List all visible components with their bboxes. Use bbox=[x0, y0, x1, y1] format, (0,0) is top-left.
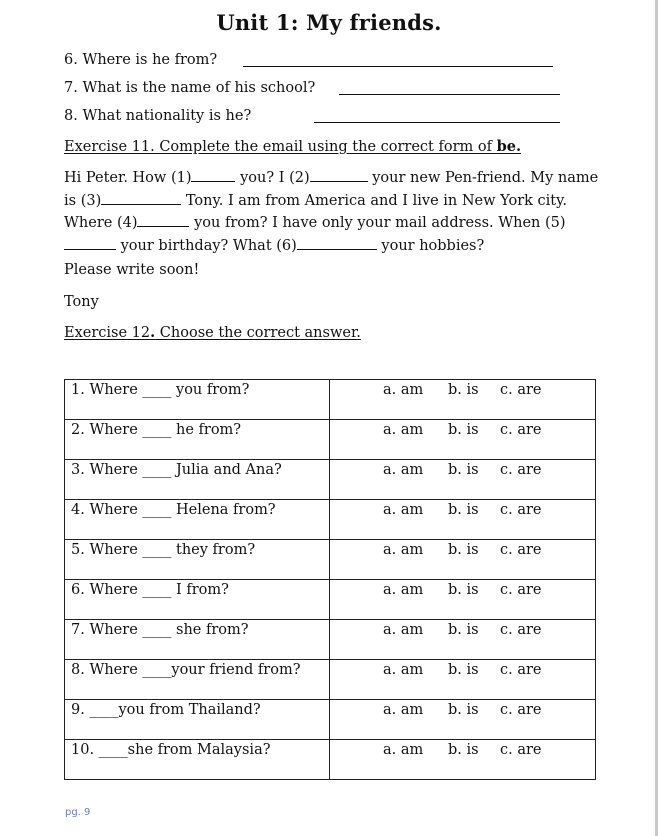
options-cell bbox=[330, 500, 596, 540]
exercise-12-heading bbox=[64, 324, 361, 341]
exercise-12-instruction: Choose the correct answer. bbox=[155, 325, 361, 341]
email-part: Tony. I am from America and I live in New York city. Where (4) bbox=[64, 192, 567, 231]
table-row bbox=[65, 420, 596, 460]
option-b[interactable]: b. is bbox=[448, 422, 479, 438]
question-cell: 1. Where ____ you from? bbox=[65, 380, 330, 420]
question-cell: 9. ____you from Thailand? bbox=[65, 700, 330, 740]
option-b[interactable]: b. is bbox=[448, 742, 479, 758]
table-row bbox=[65, 700, 596, 740]
exercise-12-label: Exercise 12 bbox=[64, 325, 151, 341]
options-cell bbox=[330, 460, 596, 500]
option-c[interactable]: c. are bbox=[500, 502, 542, 518]
option-c[interactable]: c. are bbox=[500, 382, 542, 398]
question-cell: 6. Where ____ I from? bbox=[65, 580, 330, 620]
blank-2[interactable] bbox=[310, 167, 368, 182]
option-c[interactable]: c. are bbox=[500, 622, 542, 638]
option-b[interactable]: b. is bbox=[448, 542, 479, 558]
email-part: your new Pen-friend. My name is (3) bbox=[64, 170, 599, 209]
option-b[interactable]: b. is bbox=[448, 502, 479, 518]
email-part: Hi Peter. How (1) bbox=[64, 170, 192, 186]
option-a[interactable]: a. am bbox=[383, 662, 424, 678]
options-cell bbox=[330, 580, 596, 620]
email-closing: Please write soon! bbox=[64, 262, 200, 278]
table-row bbox=[65, 660, 596, 700]
option-a[interactable]: a. am bbox=[383, 382, 424, 398]
question-7: 7. What is the name of his school? bbox=[64, 80, 316, 96]
option-b[interactable]: b. is bbox=[448, 662, 479, 678]
question-cell: 10. ____she from Malaysia? bbox=[65, 740, 330, 780]
options-cell bbox=[330, 380, 596, 420]
exercise-11-heading bbox=[64, 138, 521, 155]
options-cell bbox=[330, 740, 596, 780]
email-signature: Tony bbox=[64, 294, 99, 310]
page-title: Unit 1: My friends. bbox=[216, 10, 442, 35]
options-cell bbox=[330, 420, 596, 460]
table-row bbox=[65, 620, 596, 660]
blank-3[interactable] bbox=[101, 190, 181, 205]
option-b[interactable]: b. is bbox=[448, 462, 479, 478]
exercise-11-instruction: Exercise 11. Complete the email using the correct form of bbox=[64, 139, 497, 155]
answer-line-7[interactable] bbox=[339, 94, 560, 95]
table-row bbox=[65, 380, 596, 420]
answer-line-8[interactable] bbox=[314, 122, 560, 123]
table-row bbox=[65, 500, 596, 540]
question-8: 8. What nationality is he? bbox=[64, 108, 252, 124]
email-text bbox=[64, 167, 604, 257]
option-b[interactable]: b. is bbox=[448, 622, 479, 638]
option-c[interactable]: c. are bbox=[500, 422, 542, 438]
question-cell: 5. Where ____ they from? bbox=[65, 540, 330, 580]
option-a[interactable]: a. am bbox=[383, 542, 424, 558]
exercise-11-keyword: be. bbox=[496, 138, 522, 155]
options-cell bbox=[330, 660, 596, 700]
table-row bbox=[65, 540, 596, 580]
option-c[interactable]: c. are bbox=[500, 702, 542, 718]
option-c[interactable]: c. are bbox=[500, 662, 542, 678]
option-c[interactable]: c. are bbox=[500, 742, 542, 758]
table-row bbox=[65, 460, 596, 500]
answer-table bbox=[64, 379, 596, 780]
options-cell bbox=[330, 620, 596, 660]
option-a[interactable]: a. am bbox=[383, 742, 424, 758]
option-c[interactable]: c. are bbox=[500, 542, 542, 558]
question-cell: 7. Where ____ she from? bbox=[65, 620, 330, 660]
question-cell: 8. Where ____your friend from? bbox=[65, 660, 330, 700]
question-cell: 2. Where ____ he from? bbox=[65, 420, 330, 460]
option-a[interactable]: a. am bbox=[383, 502, 424, 518]
option-c[interactable]: c. are bbox=[500, 462, 542, 478]
blank-1[interactable] bbox=[191, 167, 235, 182]
exercise-12-dot: . bbox=[150, 324, 156, 341]
option-b[interactable]: b. is bbox=[448, 582, 479, 598]
email-part: your hobbies? bbox=[376, 237, 485, 254]
table-row bbox=[65, 580, 596, 620]
option-a[interactable]: a. am bbox=[383, 582, 424, 598]
options-cell bbox=[330, 540, 596, 580]
blank-4[interactable] bbox=[137, 212, 189, 227]
question-6: 6. Where is he from? bbox=[64, 52, 218, 68]
email-part: your birthday? What (6) bbox=[116, 237, 297, 254]
option-b[interactable]: b. is bbox=[448, 702, 479, 718]
option-a[interactable]: a. am bbox=[383, 462, 424, 478]
option-c[interactable]: c. are bbox=[500, 582, 542, 598]
option-b[interactable]: b. is bbox=[448, 382, 479, 398]
page-number: pg. 9 bbox=[65, 807, 91, 818]
answer-line-6[interactable] bbox=[243, 66, 553, 67]
email-part: you from? I have only your mail address. When (5) bbox=[189, 215, 566, 231]
options-cell bbox=[330, 700, 596, 740]
blank-6[interactable] bbox=[297, 235, 377, 250]
email-part: you? I (2) bbox=[235, 170, 310, 186]
table-row bbox=[65, 740, 596, 780]
option-a[interactable]: a. am bbox=[383, 422, 424, 438]
option-a[interactable]: a. am bbox=[383, 702, 424, 718]
blank-5[interactable] bbox=[64, 235, 116, 250]
question-cell: 3. Where ____ Julia and Ana? bbox=[65, 460, 330, 500]
question-cell: 4. Where ____ Helena from? bbox=[65, 500, 330, 540]
option-a[interactable]: a. am bbox=[383, 622, 424, 638]
